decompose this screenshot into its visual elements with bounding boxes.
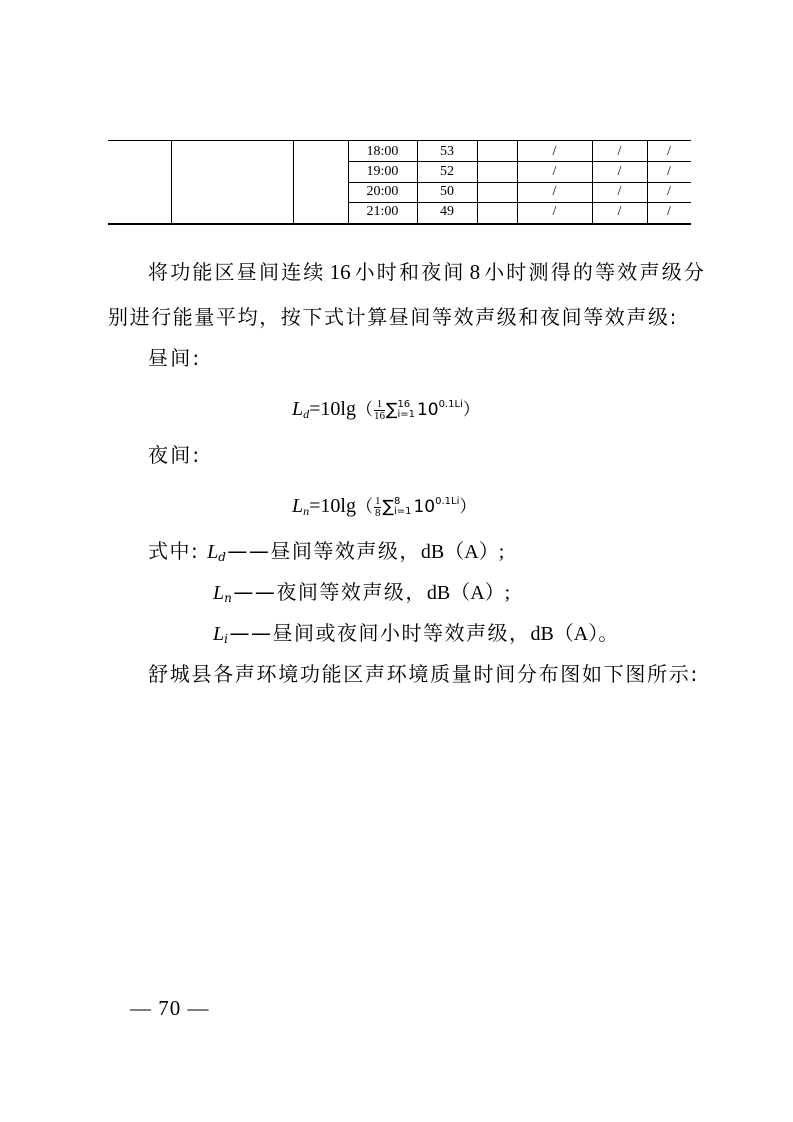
formula-fraction — [374, 496, 382, 519]
value-cell: 49 — [440, 204, 454, 219]
formula-subscript: d — [303, 407, 310, 421]
time-cell: 20:00 — [366, 184, 399, 199]
sum-symbol: ∑ — [382, 497, 394, 517]
paragraph-line-2: 别进行能量平均，按下式计算昼间等效声级和夜间等效声级: — [108, 305, 678, 329]
formula-close-paren: ） — [462, 400, 480, 420]
definition-unit: dB（A）; — [426, 582, 511, 604]
page-number: — 70 — — [130, 996, 210, 1020]
night-formula — [292, 487, 476, 526]
definition-variable: L — [207, 541, 219, 563]
sum-lower: i=1 — [393, 506, 412, 518]
sum-symbol: ∑ — [385, 400, 398, 420]
slash-cell: / — [617, 184, 622, 199]
definition-variable: L — [213, 623, 225, 645]
power-exponent: 0.1Li — [438, 399, 463, 410]
formula-close-paren: ） — [459, 497, 477, 517]
time-cell: 18:00 — [366, 144, 399, 159]
slash-cell: / — [667, 184, 671, 199]
sum-lower: i=1 — [397, 409, 415, 421]
paragraph-line-1 — [148, 258, 706, 286]
definition-line-1 — [148, 537, 504, 571]
definition-description: ——夜间等效声级， — [233, 580, 427, 604]
slash-cell: / — [552, 204, 557, 219]
definition-subscript: i — [224, 632, 230, 646]
sum-limits — [394, 497, 412, 517]
time-cell: 19:00 — [366, 164, 399, 179]
formula-open-paren: （ — [355, 497, 373, 517]
paragraph-text: 小时测得的等效声级分 — [484, 260, 707, 284]
slash-cell: / — [617, 164, 622, 179]
day-formula — [292, 390, 480, 429]
formula-variable: L — [292, 398, 304, 420]
fraction-numerator: 1 — [374, 494, 381, 507]
definition-description: ——昼间或夜间小时等效声级， — [229, 621, 531, 645]
noise-data-table — [108, 140, 691, 225]
fraction-denominator: 8 — [374, 506, 381, 519]
slash-cell: / — [552, 164, 557, 179]
power-exponent: 0.1Li — [435, 496, 460, 507]
definition-description: ——昼间等效声级， — [227, 539, 421, 563]
fraction-denominator: 16 — [373, 409, 385, 422]
definition-unit: dB（A）。 — [530, 623, 619, 645]
sum-upper: 16 — [397, 399, 411, 411]
value-cell: 52 — [440, 164, 454, 179]
definition-variable: L — [213, 582, 225, 604]
slash-cell: / — [667, 144, 671, 159]
formula-equals: =10lg — [309, 398, 356, 420]
paragraph-text: 将功能区昼间连续 — [148, 260, 326, 284]
slash-cell: / — [667, 204, 671, 219]
definition-subscript: d — [218, 550, 228, 564]
conclusion-paragraph: 舒城县各声环境功能区声环境质量时间分布图如下图所示: — [148, 662, 699, 686]
value-cell: 53 — [440, 144, 454, 159]
slash-cell: / — [552, 184, 557, 199]
definition-prefix: 式中: — [148, 539, 200, 563]
day-label: 昼间: — [148, 346, 202, 370]
formula-open-paren: （ — [355, 400, 373, 420]
definition-line-3 — [213, 619, 618, 653]
paragraph-number: 16 — [329, 260, 351, 284]
night-label: 夜间: — [148, 443, 202, 467]
definition-unit: dB（A）; — [420, 541, 505, 563]
formula-subscript: n — [303, 504, 310, 518]
power-base: 10 — [416, 400, 439, 420]
fraction-numerator: 1 — [374, 399, 385, 411]
sum-limits — [397, 400, 415, 420]
slash-cell: / — [617, 144, 622, 159]
formula-variable: L — [292, 495, 304, 517]
power-base: 10 — [413, 497, 436, 517]
value-cell: 50 — [440, 184, 454, 199]
sum-upper: 8 — [393, 496, 401, 508]
slash-cell: / — [617, 204, 622, 219]
slash-cell: / — [667, 164, 671, 179]
paragraph-text: 小时和夜间 — [354, 260, 466, 284]
definition-subscript: n — [224, 591, 234, 605]
formula-fraction — [374, 399, 385, 422]
time-cell: 21:00 — [366, 204, 399, 219]
slash-cell: / — [552, 144, 557, 159]
definition-line-2 — [213, 578, 510, 612]
formula-equals: =10lg — [309, 495, 356, 517]
paragraph-number: 8 — [469, 260, 481, 284]
